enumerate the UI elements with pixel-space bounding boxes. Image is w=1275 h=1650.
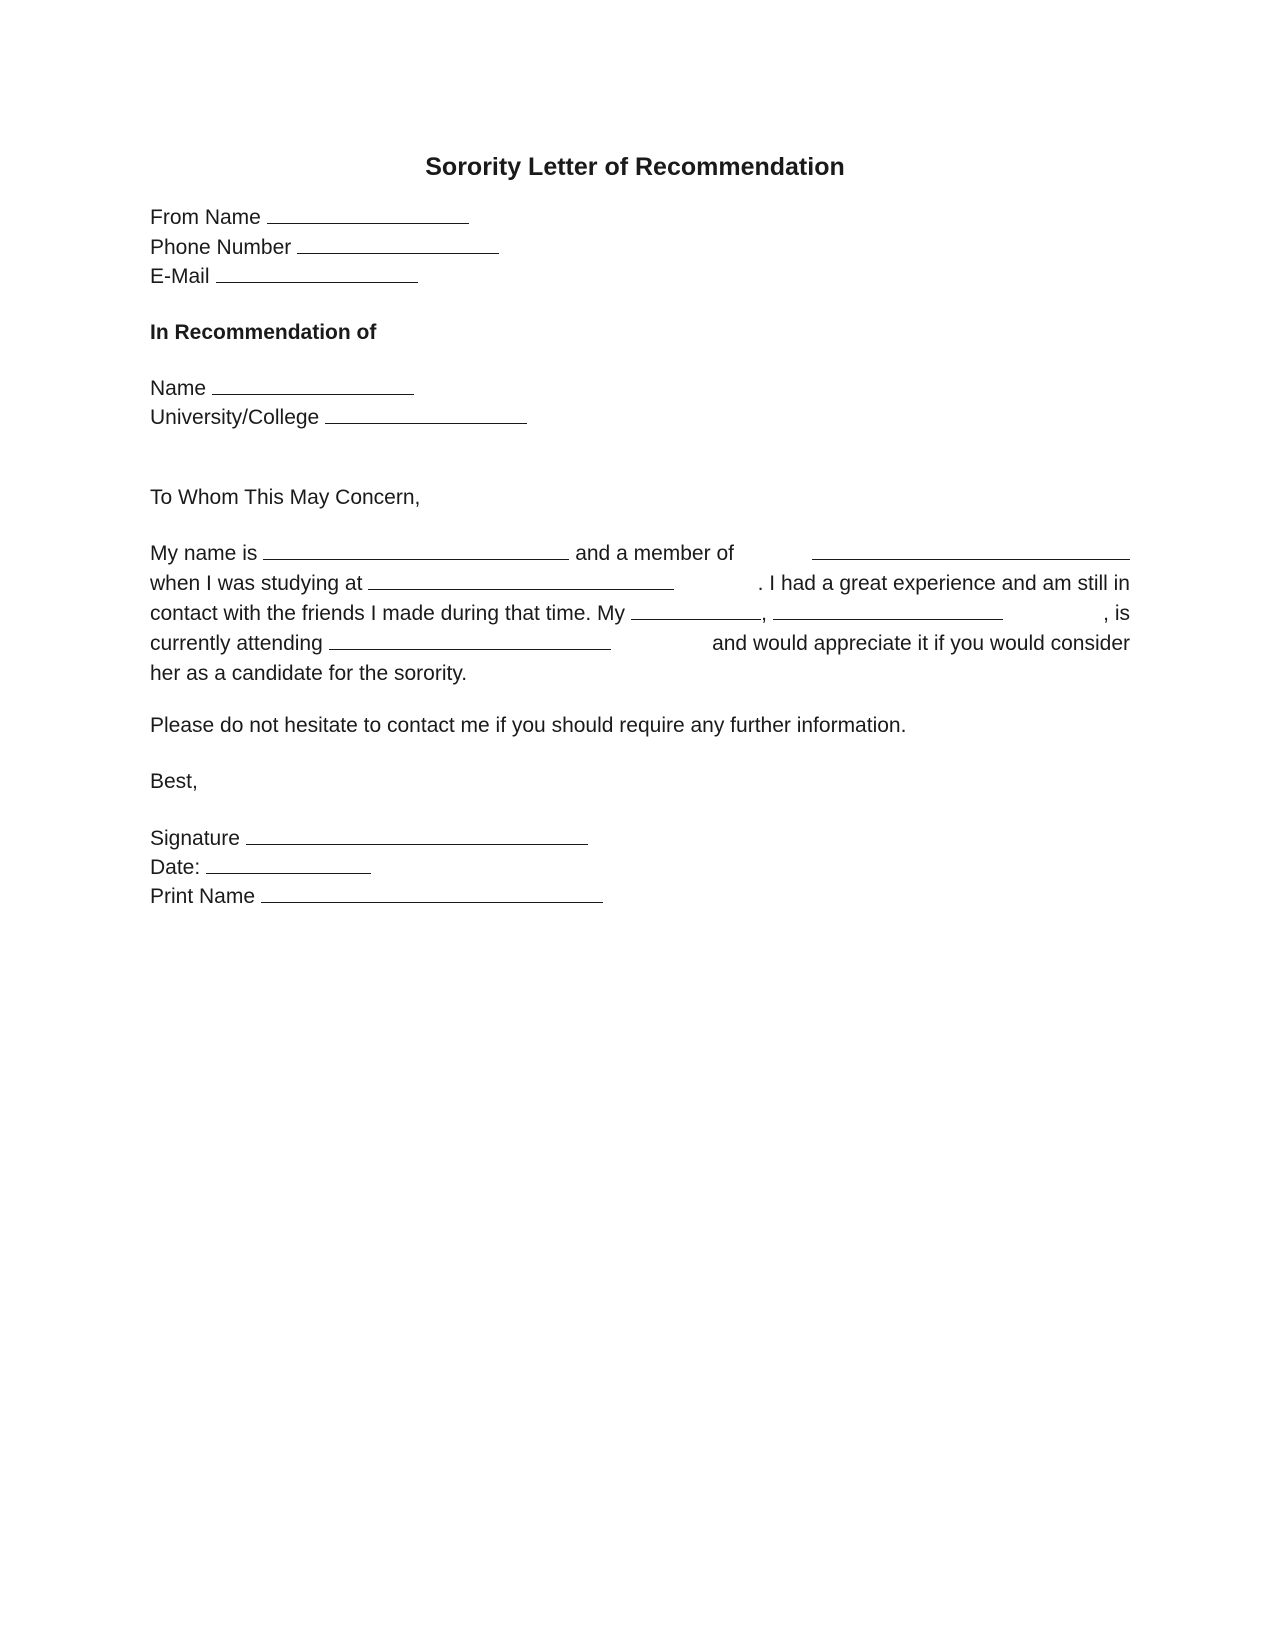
phone-label: Phone Number [150, 236, 292, 259]
candidate-name-line [150, 374, 414, 404]
candidate-blank[interactable] [773, 599, 1003, 620]
body-l4-text-a: currently attending [150, 632, 323, 655]
candidate-name-label: Name [150, 377, 207, 400]
body-l1-text-b: and a member of [575, 542, 734, 565]
attending-blank[interactable] [329, 629, 611, 650]
sorority-blank[interactable] [812, 539, 1130, 560]
body-paragraph [150, 539, 1130, 689]
from-name-label: From Name [150, 206, 261, 229]
body-line-3 [150, 599, 1130, 629]
email-label: E-Mail [150, 265, 210, 288]
email-line [150, 262, 418, 292]
signature-line [150, 824, 588, 854]
university-blank[interactable] [325, 403, 527, 424]
body-line-1 [150, 539, 1130, 569]
phone-blank[interactable] [297, 233, 499, 254]
school-blank[interactable] [368, 569, 674, 590]
candidate-name-blank[interactable] [212, 374, 414, 395]
print-name-blank[interactable] [261, 882, 603, 903]
body-line-5 [150, 659, 1130, 689]
body-l3-text-a: contact with the friends I made during that time. My [150, 602, 626, 625]
recommendation-heading: In Recommendation of [150, 321, 377, 344]
body-l3-comma: , [761, 602, 767, 625]
signature-label: Signature [150, 827, 240, 850]
body-line-4 [150, 629, 1130, 659]
body-l1-text-a: My name is [150, 542, 258, 565]
signature-blank[interactable] [246, 824, 588, 845]
body-l4-text-b: and would appreciate it if you would consider [712, 632, 1130, 655]
relation-blank[interactable] [631, 599, 761, 620]
university-label: University/College [150, 406, 320, 429]
email-blank[interactable] [216, 262, 418, 283]
body-l2-text-a: when I was studying at [150, 572, 363, 595]
university-line [150, 403, 527, 433]
date-line [150, 853, 371, 883]
sign-off: Best, [150, 770, 198, 793]
salutation: To Whom This May Concern, [150, 486, 421, 509]
body-l3-text-c: , is [1103, 602, 1130, 625]
date-label: Date: [150, 856, 201, 879]
print-name-label: Print Name [150, 885, 256, 908]
closing-request: Please do not hesitate to contact me if you should require any further information. [150, 714, 907, 737]
body-l5-text: her as a candidate for the sorority. [150, 662, 468, 685]
phone-line [150, 233, 499, 263]
print-name-line [150, 882, 603, 912]
from-name-blank[interactable] [267, 203, 469, 224]
body-line-2 [150, 569, 1130, 599]
from-name-line [150, 203, 469, 233]
document-title: Sorority Letter of Recommendation [425, 153, 845, 181]
body-l2-text-b: . I had a great experience and am still in [757, 572, 1130, 595]
date-blank[interactable] [206, 853, 371, 874]
writer-name-blank[interactable] [263, 539, 569, 560]
